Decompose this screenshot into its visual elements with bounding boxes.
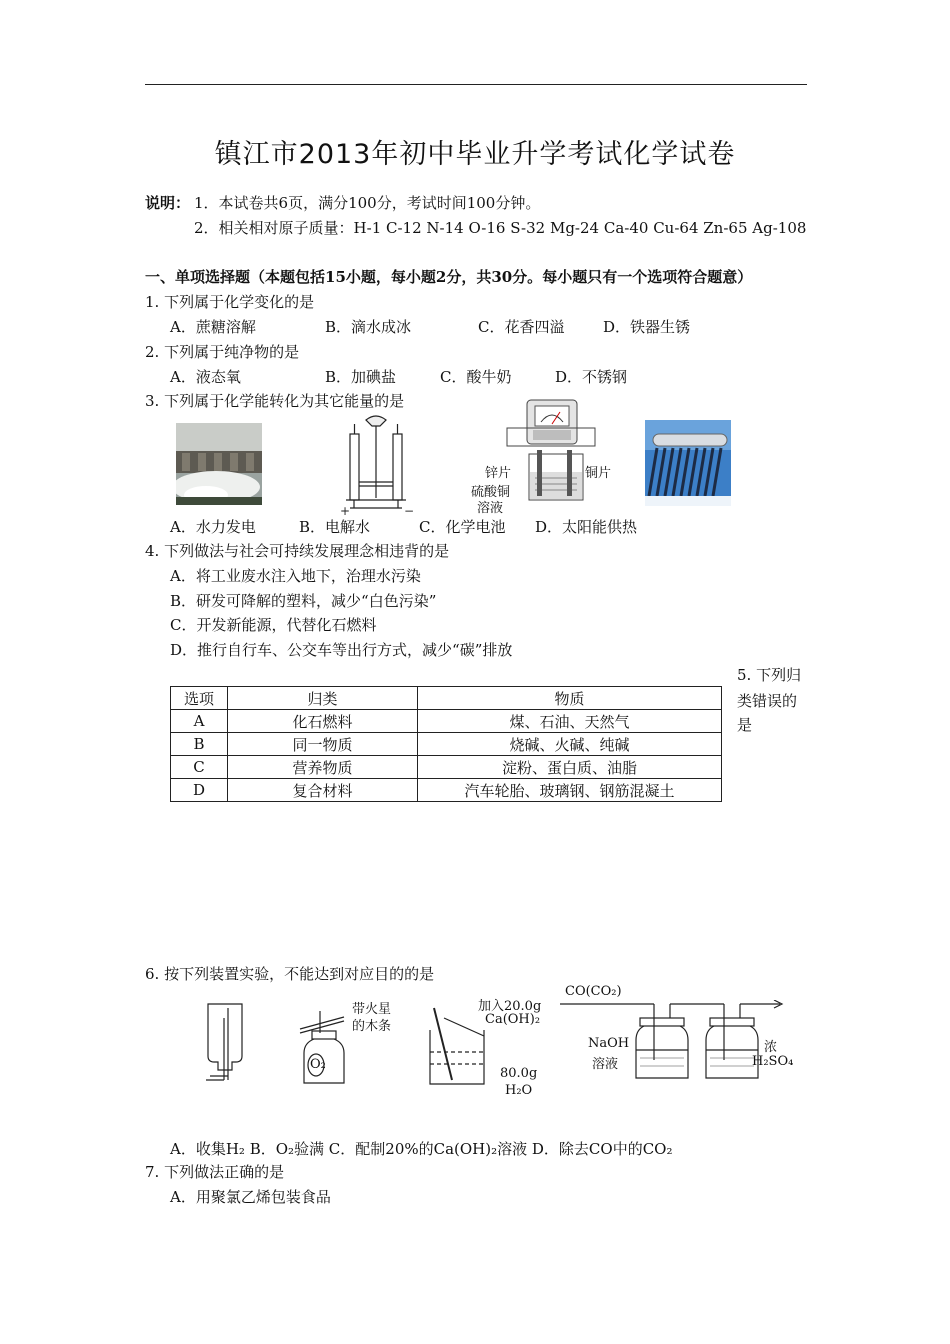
header-rule	[145, 84, 807, 85]
sulfuric-acid-label: H₂SO₄	[752, 1054, 794, 1069]
table-cell: 复合材料	[228, 779, 418, 802]
q2-option-d: D．不锈钢	[555, 368, 628, 386]
classification-table	[170, 686, 722, 802]
table-row	[171, 756, 722, 779]
table-cell: A	[171, 710, 228, 733]
table-row	[171, 710, 722, 733]
table-cell: D	[171, 779, 228, 802]
gas-mixture-label: CO(CO₂)	[565, 984, 622, 999]
table-row	[171, 733, 722, 756]
table-cell: 同一物质	[228, 733, 418, 756]
exam-title: 镇江市2013年初中毕业升学考试化学试卷	[214, 139, 736, 170]
table-cell: 淀粉、蛋白质、油脂	[418, 756, 722, 779]
instructions-line-2: 2．相关相对原子质量：H-1 C-12 N-14 O-16 S-32 Mg-24 Ca-40 Cu-64 Zn-65 Ag-108	[194, 219, 807, 237]
q2-option-a: A．液态氧	[170, 368, 241, 386]
naoh-solution-label-2: 溶液	[592, 1057, 619, 1072]
table-cell: 化石燃料	[228, 710, 418, 733]
add-caoh2-label-1: 加入20.0g	[478, 999, 542, 1014]
q1-option-c: C．花香四溢	[478, 318, 565, 336]
question-3-stem: 3. 下列属于化学能转化为其它能量的是	[145, 392, 405, 410]
zinc-plate-label: 锌片	[485, 466, 512, 481]
gas-collection-bottle-diagram	[202, 1000, 250, 1084]
o2-bottle-label: O₂	[310, 1057, 326, 1072]
q4-option-b: B．研发可降解的塑料，减少“白色污染”	[170, 592, 437, 610]
table-row	[171, 779, 722, 802]
oxygen-bottle-diagram	[298, 1003, 350, 1085]
q6-options: A．收集H₂ B．O₂验满 C．配制20%的Ca(OH)₂溶液 D．除去CO中的CO₂	[170, 1140, 673, 1158]
concentrated-label: 浓	[764, 1040, 778, 1055]
question-5-stem-line-3: 是	[737, 716, 753, 734]
water-label: H₂O	[505, 1083, 533, 1098]
q7-option-a: A．用聚氯乙烯包装食品	[170, 1188, 331, 1206]
glowing-splint-label-1: 带火星	[352, 1002, 392, 1017]
q1-option-b: B．滴水成冰	[325, 318, 412, 336]
solar-water-heater-image	[645, 420, 731, 506]
instructions-line-1: 1．本试卷共6页，满分100分，考试时间100分钟。	[194, 194, 541, 212]
positive-terminal-sign: +	[340, 504, 351, 516]
q4-option-d: D．推行自行车、公交车等出行方式，减少“碳”排放	[170, 641, 513, 659]
instructions-label: 说明：	[145, 194, 191, 212]
q2-option-c: C．酸牛奶	[440, 368, 512, 386]
water-mass-label: 80.0g	[500, 1066, 538, 1081]
galvanic-cell-diagram	[505, 398, 610, 503]
q3-option-b: B．电解水	[299, 518, 371, 536]
q4-option-a: A．将工业废水注入地下，治理水污染	[170, 567, 421, 585]
q2-option-b: B．加碘盐	[325, 368, 397, 386]
copper-sulfate-label-2: 溶液	[477, 501, 504, 516]
question-7-stem: 7. 下列做法正确的是	[145, 1163, 285, 1181]
table-cell: 煤、石油、天然气	[418, 710, 722, 733]
glowing-splint-label-2: 的木条	[352, 1019, 392, 1034]
q4-option-c: C．开发新能源，代替化石燃料	[170, 616, 377, 634]
negative-terminal-sign: −	[404, 504, 415, 516]
add-caoh2-label-2: Ca(OH)₂	[485, 1012, 541, 1027]
question-1-stem: 1. 下列属于化学变化的是	[145, 293, 315, 311]
question-4-stem: 4. 下列做法与社会可持续发展理念相违背的是	[145, 542, 450, 560]
table-header-cell: 物质	[418, 687, 722, 710]
q3-option-a: A．水力发电	[170, 518, 256, 536]
hydropower-dam-image	[176, 423, 262, 505]
copper-sulfate-label-1: 硫酸铜	[471, 485, 511, 500]
electrolysis-apparatus-diagram	[336, 412, 416, 516]
table-cell: B	[171, 733, 228, 756]
table-header-cell: 归类	[228, 687, 418, 710]
section-heading: 一、单项选择题（本题包括15小题，每小题2分，共30分。每小题只有一个选项符合题意）	[145, 268, 753, 286]
q3-option-c: C．化学电池	[419, 518, 506, 536]
table-cell: 汽车轮胎、玻璃钢、钢筋混凝土	[418, 779, 722, 802]
table-cell: 烧碱、火碱、纯碱	[418, 733, 722, 756]
q1-option-d: D．铁器生锈	[603, 318, 691, 336]
q3-option-d: D．太阳能供热	[535, 518, 638, 536]
table-cell: 营养物质	[228, 756, 418, 779]
naoh-solution-label-1: NaOH	[588, 1036, 630, 1051]
question-2-stem: 2. 下列属于纯净物的是	[145, 343, 300, 361]
table-header-cell: 选项	[171, 687, 228, 710]
question-5-stem-line-1: 5. 下列归	[737, 666, 802, 684]
q1-option-a: A．蔗糖溶解	[170, 318, 256, 336]
question-5-stem-line-2: 类错误的	[737, 692, 798, 710]
table-header-row	[171, 687, 722, 710]
question-6-stem: 6. 按下列装置实验，不能达到对应目的的是	[145, 965, 435, 983]
copper-plate-label: 铜片	[585, 466, 612, 481]
table-cell: C	[171, 756, 228, 779]
